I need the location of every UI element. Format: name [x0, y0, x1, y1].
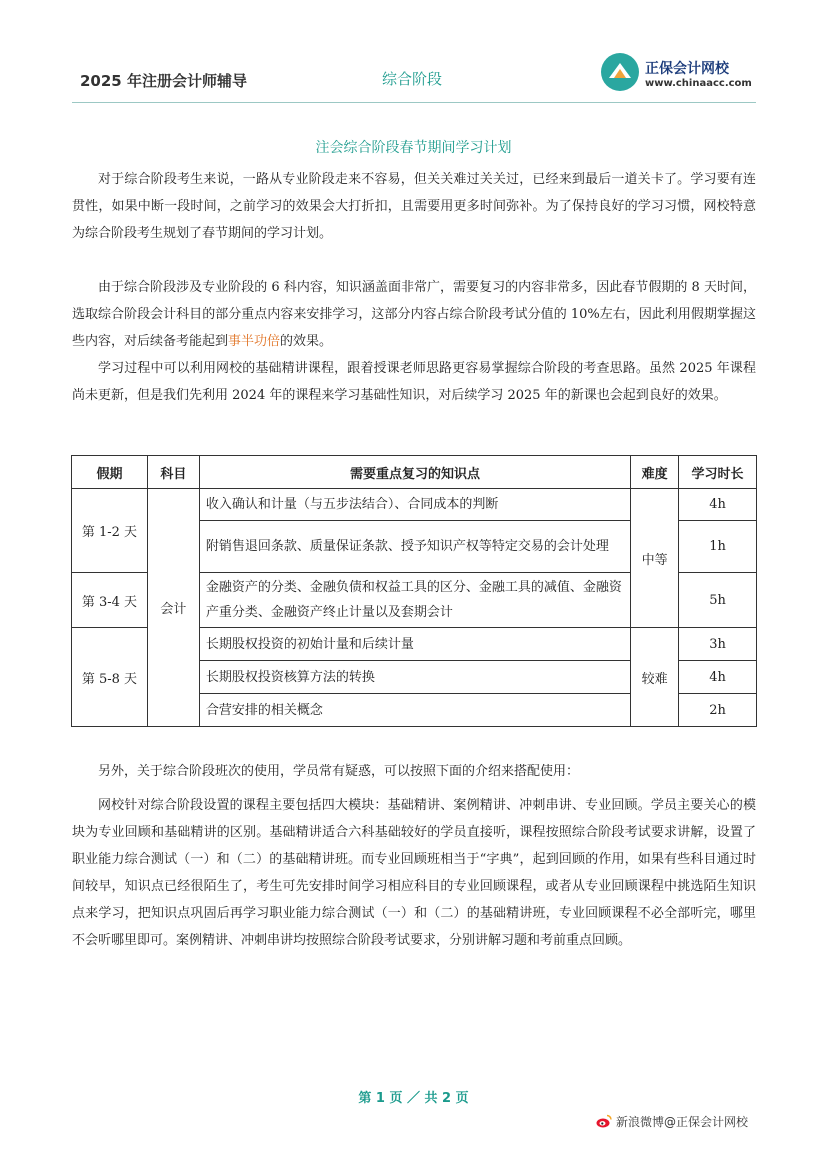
table-header-row	[72, 456, 757, 489]
header-subject: 科目	[147, 456, 199, 489]
hours-cell: 2h	[679, 694, 757, 727]
hours-cell: 5h	[679, 573, 757, 628]
topic-cell: 金融资产的分类、金融负债和权益工具的区分、金融工具的减值、金融资产重分类、金融资产终止计量以及套期会计	[199, 573, 630, 628]
hours-cell: 4h	[679, 489, 757, 521]
study-plan-table	[71, 455, 757, 727]
stage-label: 综合阶段	[382, 70, 443, 88]
hours-cell: 4h	[679, 661, 757, 694]
subject-cell: 会计	[147, 489, 199, 727]
header-topic: 需要重点复习的知识点	[199, 456, 630, 489]
hours-cell: 3h	[679, 628, 757, 661]
topic-cell: 附销售退回条款、质量保证条款、授予知识产权等特定交易的会计处理	[199, 521, 630, 573]
paragraph-2-end: 的效果。	[280, 334, 333, 349]
brand-logo[interactable]	[600, 52, 760, 94]
hours-cell: 1h	[679, 521, 757, 573]
topic-cell: 收入确认和计量（与五步法结合）、合同成本的判断	[199, 489, 630, 521]
page-number: 第 1 页 ／ 共 2 页	[358, 1091, 469, 1106]
document-title: 注会综合阶段春节期间学习计划	[315, 140, 512, 156]
header-hours: 学习时长	[679, 456, 757, 489]
topic-cell: 长期股权投资的初始计量和后续计量	[199, 628, 630, 661]
period-cell: 第 1-2 天	[72, 489, 148, 573]
topic-cell: 合营安排的相关概念	[199, 694, 630, 727]
weibo-link[interactable]	[596, 1113, 748, 1130]
header-period: 假期	[72, 456, 148, 489]
paragraph-2	[72, 274, 756, 355]
header-difficulty: 难度	[631, 456, 679, 489]
table-row	[72, 489, 757, 521]
weibo-icon	[596, 1114, 612, 1128]
paragraph-5: 网校针对综合阶段设置的课程主要包括四大模块：基础精讲、案例精讲、冲刺串讲、专业回顾。学员主要关心的模块为专业回顾和基础精讲的区别。基础精讲适合六科基础较好的学员直接听，课程按照综合阶段考试要求讲解，设置了职业能力综合测试（一）和（二）的基础精讲班。而专业回顾班相当于“字典”，起到回顾的作用，如果有些科目通过时间较早，知识点已经很陌生了，考生可先安排时间学习相应科目的专业回顾课程，或者从专业回顾课程中挑选陌生知识点来学习，把知识点巩固后再学习职业能力综合测试（一）和（二）的基础精讲班，专业回顾课程不必全部听完，哪里不会听哪里即可。案例精讲、冲刺串讲均按照综合阶段考试要求，分别讲解习题和考前重点回顾。	[72, 798, 756, 948]
topic-cell: 长期股权投资核算方法的转换	[199, 661, 630, 694]
highlight-phrase: 事半功倍	[228, 334, 281, 349]
difficulty-cell: 中等	[631, 489, 679, 628]
brand-url: www.chinaacc.com	[645, 78, 752, 89]
page-header	[72, 44, 756, 103]
paragraph-2-text: 由于综合阶段涉及专业阶段的 6 科内容，知识涵盖面非常广，需要复习的内容非常多，因此春节假期的 8 天时间，选取综合阶段会计科目的部分重点内容来安排学习，这部分内容占综合阶段考试分值的 10%左右，因此利用假期掌握这些内容，对后续备考能起到	[72, 280, 756, 349]
paragraph-4: 另外，关于综合阶段班次的使用，学员常有疑惑，可以按照下面的介绍来搭配使用：	[98, 764, 580, 779]
paragraph-3: 学习过程中可以利用网校的基础精讲课程，跟着授课老师思路更容易掌握综合阶段的考查思路。虽然 2025 年课程尚未更新，但是我们先利用 2024 年的课程来学习基础性知识，对后续学习 2025 年的新课也会起到良好的效果。	[72, 361, 756, 403]
period-cell: 第 5-8 天	[72, 628, 148, 727]
weibo-label: 新浪微博@正保会计网校	[616, 1115, 749, 1129]
difficulty-cell: 较难	[631, 628, 679, 727]
brand-name: 正保会计网校	[645, 61, 729, 77]
period-cell: 第 3-4 天	[72, 573, 148, 628]
brand-logo-icon	[600, 52, 640, 92]
paragraph-1: 对于综合阶段考生来说，一路从专业阶段走来不容易，但关关难过关关过，已经来到最后一道关卡了。学习要有连贯性，如果中断一段时间，之前学习的效果会大打折扣，且需要用更多时间弥补。为了保持良好的学习习惯，网校特意为综合阶段考生规划了春节期间的学习计划。	[72, 172, 756, 241]
course-label: 2025 年注册会计师辅导	[80, 72, 247, 90]
